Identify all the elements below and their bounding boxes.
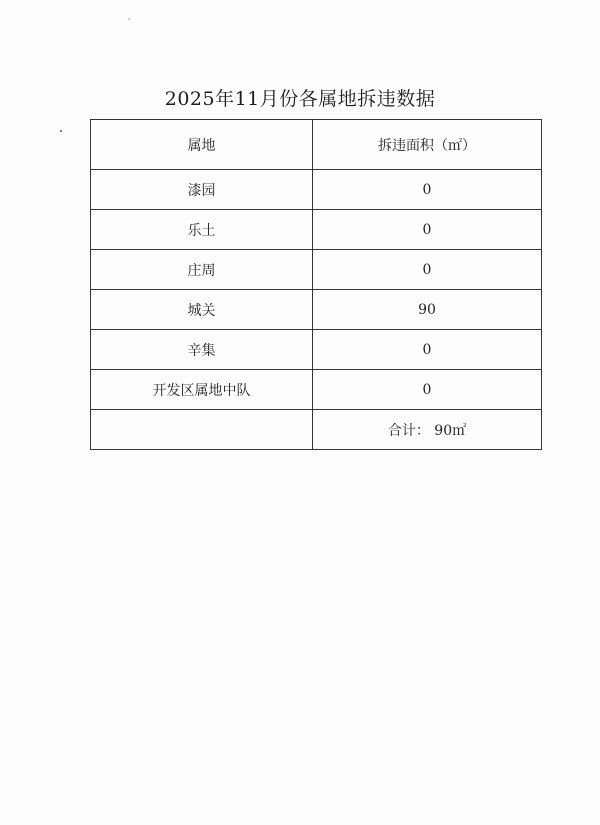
header-demolition-area: 拆违面积（㎡） — [313, 120, 542, 170]
cell-value: 0 — [313, 250, 542, 290]
cell-area: 辛集 — [91, 330, 313, 370]
cell-area: 漆园 — [91, 170, 313, 210]
table-row — [91, 210, 542, 250]
cell-area: 城关 — [91, 290, 313, 330]
table-header-row — [91, 120, 542, 170]
scan-speck — [60, 130, 62, 132]
table-row — [91, 170, 542, 210]
scan-speck — [128, 18, 130, 20]
cell-value: 0 — [313, 170, 542, 210]
cell-area: 开发区属地中队 — [91, 370, 313, 410]
cell-area: 乐土 — [91, 210, 313, 250]
cell-value: 0 — [313, 370, 542, 410]
document-title: 2025年11月份各属地拆违数据 — [164, 88, 436, 110]
cell-value: 90 — [313, 290, 542, 330]
total-value-cell: 合计： 90㎡ — [313, 410, 542, 450]
total-label-cell — [91, 410, 313, 450]
cell-value: 0 — [313, 210, 542, 250]
table-row — [91, 250, 542, 290]
cell-area: 庄周 — [91, 250, 313, 290]
table-row — [91, 370, 542, 410]
table-row — [91, 290, 542, 330]
table-row — [91, 330, 542, 370]
total-row — [91, 410, 542, 450]
cell-value: 0 — [313, 330, 542, 370]
demolition-data-table — [90, 119, 542, 450]
header-area: 属地 — [91, 120, 313, 170]
